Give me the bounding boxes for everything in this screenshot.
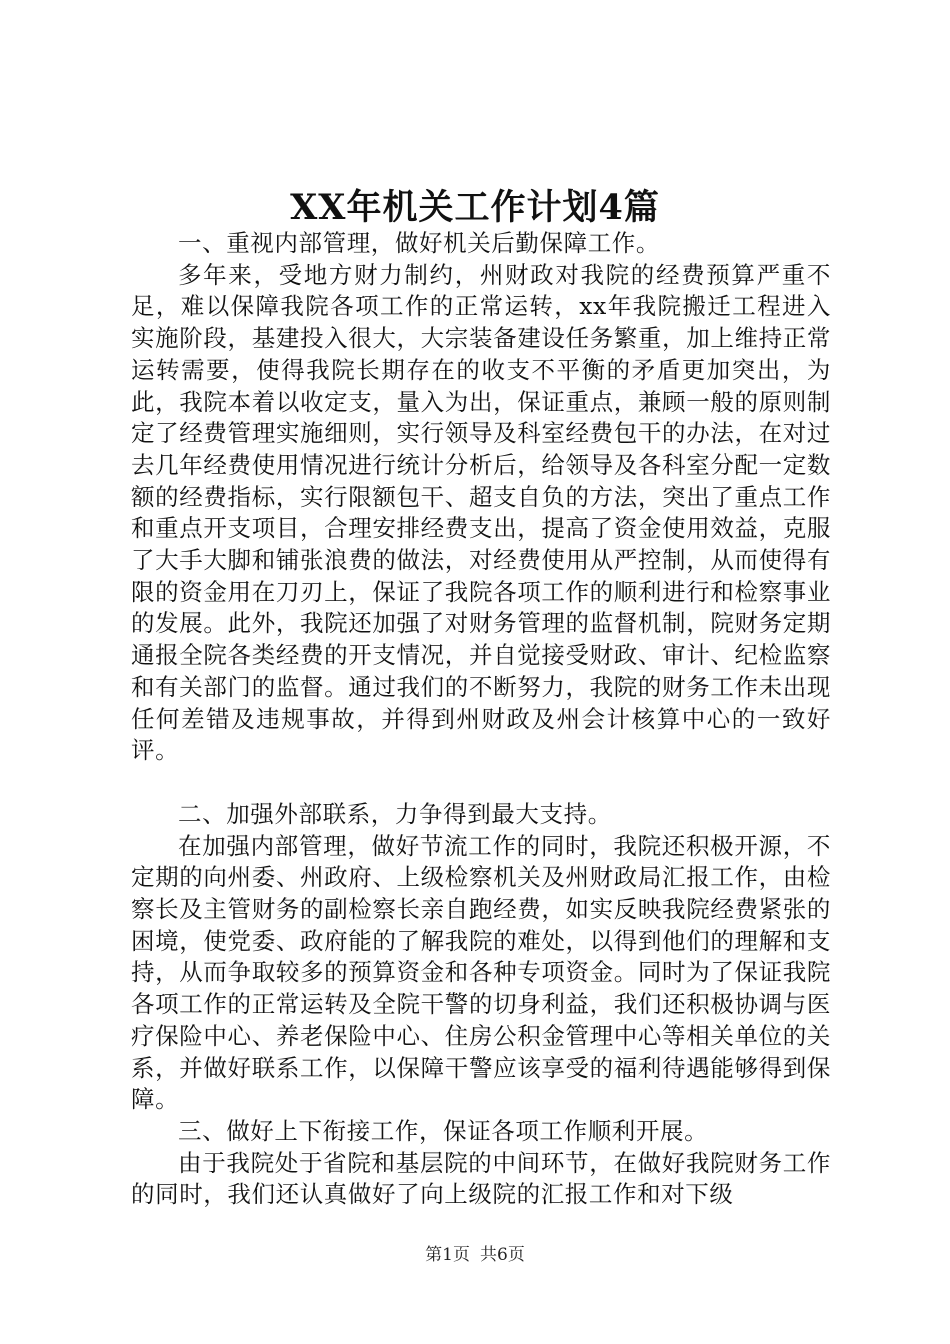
section-heading-3: 三、做好上下衔接工作，保证各项工作顺利开展。 bbox=[178, 1116, 709, 1145]
document-body bbox=[131, 228, 831, 1211]
document-title: XX年机关工作计划4篇 bbox=[290, 187, 660, 228]
section-heading-1: 一、重视内部管理，做好机关后勤保障工作。 bbox=[178, 229, 660, 257]
body-paragraph-3: 由于我院处于省院和基层院的中间环节，在做好我院财务工作的同时，我们还认真做好了向上级院的汇报工作和对下级 bbox=[131, 1148, 831, 1209]
body-paragraph-1: 多年来，受地方财力制约，州财政对我院的经费预算严重不足，难以保障我院各项工作的正常运转，xx年我院搬迁工程进入实施阶段，基建投入很大，大宗装备建设任务繁重，加上维持正常运转需要，使得我院长期存在的收支不平衡的矛盾更加突出，为此，我院本着以收定支，量入为出，保证重点，兼顾一般的原则制定了经费管理实施细则，实行领导及科室经费包干的办法，在对过去几年经费使用情况进行统计分析后，给领导及各科室分配一定数额的经费指标，实行限额包干、超支自负的方法，突出了重点工作和重点开支项目，合理安排经费支出，提高了资金使用效益，克服了大手大脚和铺张浪费的做法，对经费使用从严控制，从而使得有限的资金用在刀刃上，保证了我院各项工作的顺利进行和检察事业的发展。此外，我院还加强了对财务管理的监督机制，院财务定期通报全院各类经费的开支情况，并自觉接受财政、审计、纪检监察和有关部门的监督。通过我们的不断努力，我院的财务工作未出现任何差错及违规事故，并得到州财政及州会计核算中心的一致好评。 bbox=[131, 260, 831, 765]
section-heading-2: 二、加强外部联系，力争得到最大支持。 bbox=[178, 799, 612, 828]
page-total: 共6页 bbox=[480, 1245, 525, 1265]
paragraph-spacer bbox=[131, 767, 831, 799]
body-paragraph-2: 在加强内部管理，做好节流工作的同时，我院还积极开源，不定期的向州委、州政府、上级检察机关及州财政局汇报工作，由检察长及主管财务的副检察长亲自跑经费，如实反映我院经费紧张的困境，使党委、政府能的了解我院的难处，以得到他们的理解和支持，从而争取较多的预算资金和各种专项资金。同时为了保证我院各项工作的正常运转及全院干警的切身利益，我们还积极协调与医疗保险中心、养老保险中心、住房公积金管理中心等相关单位的关系，并做好联系工作，以保障干警应该享受的福利待遇能够得到保障。 bbox=[131, 831, 831, 1114]
page-number: 第1页 bbox=[425, 1245, 470, 1265]
page-footer bbox=[0, 1243, 950, 1267]
